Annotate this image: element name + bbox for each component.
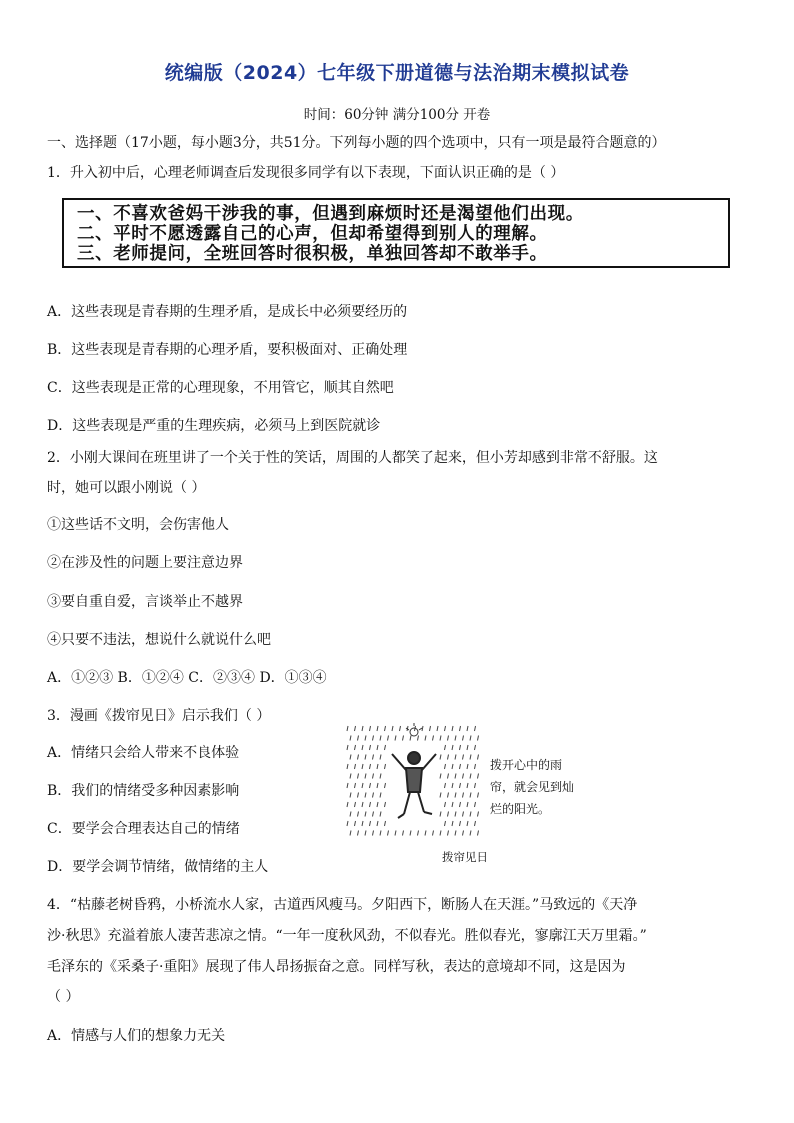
raindrop xyxy=(385,726,386,731)
question-3-option-d[interactable]: D．要学会调节情绪，做情绪的主人 xyxy=(47,859,269,875)
raindrop xyxy=(448,812,449,817)
raindrop xyxy=(358,755,359,760)
raindrop xyxy=(410,831,411,836)
raindrop xyxy=(410,736,411,741)
raindrop xyxy=(385,821,386,826)
raindrop xyxy=(347,783,348,788)
question-1-option-c[interactable]: C．这些表现是正常的心理现象，不用管它，顺其自然吧 xyxy=(47,380,394,396)
question-2-item-4: ④只要不违法，想说什么就说什么吧 xyxy=(47,632,271,648)
raindrop xyxy=(388,736,389,741)
raindrop xyxy=(445,726,446,731)
raindrop xyxy=(362,745,363,750)
raindrop xyxy=(358,736,359,741)
question-3-option-a[interactable]: A．情绪只会给人带来不良体验 xyxy=(47,745,240,761)
raindrop xyxy=(470,831,471,836)
question-1-option-d[interactable]: D．这些表现是严重的生理疾病，必须马上到医院就诊 xyxy=(47,418,381,434)
raindrop xyxy=(380,831,381,836)
question-1-option-b[interactable]: B．这些表现是青春期的心理矛盾，要积极面对、正确处理 xyxy=(47,342,408,358)
material-line: 一、不喜欢爸妈干涉我的事，但遇到麻烦时还是渴望他们出现。 xyxy=(77,204,584,224)
raindrop xyxy=(365,774,366,779)
raindrop xyxy=(358,831,359,836)
raindrop xyxy=(365,812,366,817)
raindrop xyxy=(467,783,468,788)
raindrop xyxy=(433,831,434,836)
question-4-stem-line-1: 4．“枯藤老树昏鸦，小桥流水人家，古道西风瘦马。夕阳西下，断肠人在天涯。”马致远的《天净 xyxy=(47,897,638,913)
raindrop xyxy=(448,774,449,779)
raindrop xyxy=(380,793,381,798)
question-2-stem-line-1: 2．小刚大课间在班里讲了一个关于性的笑话，周围的人都笑了起来，但小芳却感到非常不舒服。这 xyxy=(47,450,658,466)
question-2-item-1: ①这些话不文明，会伤害他人 xyxy=(47,517,229,533)
raindrop xyxy=(467,802,468,807)
raindrop xyxy=(347,821,348,826)
raindrop xyxy=(385,783,386,788)
raindrop xyxy=(445,745,446,750)
raindrop xyxy=(460,783,461,788)
raindrop xyxy=(467,821,468,826)
raindrop xyxy=(433,736,434,741)
raindrop xyxy=(445,821,446,826)
raindrop xyxy=(365,736,366,741)
raindrop xyxy=(373,793,374,798)
cartoon-text-line-1: 拨开心中的雨 xyxy=(490,758,563,772)
raindrop xyxy=(425,831,426,836)
question-1-stem: 1．升入初中后，心理老师调查后发现很多同学有以下表现，下面认识正确的是（ ） xyxy=(47,165,565,181)
raindrop xyxy=(452,726,453,731)
raindrop xyxy=(388,831,389,836)
raindrop xyxy=(460,764,461,769)
raindrop xyxy=(350,755,351,760)
raindrop xyxy=(362,726,363,731)
raindrop xyxy=(373,736,374,741)
raindrop xyxy=(455,755,456,760)
raindrop xyxy=(445,764,446,769)
raindrop xyxy=(478,736,479,741)
raindrop xyxy=(455,736,456,741)
raindrop xyxy=(380,774,381,779)
raindrop xyxy=(365,831,366,836)
raindrop xyxy=(355,726,356,731)
raindrop xyxy=(463,831,464,836)
raindrop xyxy=(418,831,419,836)
raindrop xyxy=(452,764,453,769)
material-line: 三、老师提问，全班回答时很积极，单独回答却不敢举手。 xyxy=(77,244,548,264)
raindrop xyxy=(355,821,356,826)
raindrop xyxy=(362,783,363,788)
sun-icon xyxy=(406,723,422,736)
raindrop xyxy=(448,736,449,741)
raindrop xyxy=(467,764,468,769)
material-line: 二、平时不愿透露自己的心声，但却希望得到别人的理解。 xyxy=(77,224,548,244)
page-title: 统编版（2024）七年级下册道德与法治期末模拟试卷 xyxy=(164,62,630,84)
raindrop xyxy=(370,821,371,826)
raindrop xyxy=(377,764,378,769)
question-4-stem-line-3: 毛泽东的《采桑子·重阳》展现了伟人昂扬振奋之意。同样写秋，表达的意境却不同，这是因为 xyxy=(47,959,626,975)
raindrop xyxy=(395,831,396,836)
person-icon xyxy=(392,752,436,818)
raindrop xyxy=(452,821,453,826)
raindrop xyxy=(478,812,479,817)
raindrop xyxy=(467,726,468,731)
raindrop xyxy=(385,802,386,807)
raindrop xyxy=(448,831,449,836)
question-3-option-b[interactable]: B．我们的情绪受多种因素影响 xyxy=(47,783,240,799)
raindrop xyxy=(455,812,456,817)
raindrop xyxy=(373,831,374,836)
raindrop xyxy=(445,802,446,807)
raindrop xyxy=(362,764,363,769)
raindrop xyxy=(355,783,356,788)
raindrop xyxy=(475,726,476,731)
question-2-stem-line-2: 时，她可以跟小刚说（ ） xyxy=(47,480,206,496)
raindrop xyxy=(377,783,378,788)
raindrop xyxy=(452,783,453,788)
raindrop xyxy=(440,774,441,779)
raindrop xyxy=(377,745,378,750)
raindrop xyxy=(365,793,366,798)
raindrop xyxy=(347,802,348,807)
raindrop xyxy=(370,783,371,788)
raindrop xyxy=(470,793,471,798)
raindrop xyxy=(358,793,359,798)
raindrop xyxy=(380,812,381,817)
question-1-material-box xyxy=(62,198,730,268)
raindrop xyxy=(377,821,378,826)
question-2-item-2: ②在涉及性的问题上要注意边界 xyxy=(47,555,243,571)
raindrop xyxy=(355,745,356,750)
rain-curtain-drawing xyxy=(344,722,484,842)
raindrop xyxy=(478,831,479,836)
raindrop xyxy=(370,726,371,731)
exam-meta: 时间：60分钟 满分100分 开卷 xyxy=(303,107,491,123)
raindrop xyxy=(448,793,449,798)
raindrop xyxy=(373,774,374,779)
raindrop xyxy=(380,755,381,760)
question-1-option-a[interactable]: A．这些表现是青春期的生理矛盾，是成长中必须要经历的 xyxy=(47,304,408,320)
raindrop xyxy=(385,745,386,750)
raindrop xyxy=(403,831,404,836)
raindrop xyxy=(370,764,371,769)
raindrop xyxy=(347,764,348,769)
raindrop xyxy=(460,745,461,750)
section-intro: 一、选择题（17小题，每小题3分，共51分。下列每小题的四个选项中，只有一项是最符合题意的） xyxy=(47,135,666,151)
raindrop xyxy=(475,783,476,788)
raindrop xyxy=(463,755,464,760)
question-2-item-3: ③要自重自爱，言谈举止不越界 xyxy=(47,594,243,610)
raindrop xyxy=(380,736,381,741)
raindrop xyxy=(470,755,471,760)
raindrop xyxy=(350,736,351,741)
raindrop xyxy=(358,774,359,779)
raindrop xyxy=(437,726,438,731)
raindrop xyxy=(455,831,456,836)
raindrop xyxy=(478,755,479,760)
raindrop xyxy=(463,793,464,798)
raindrop xyxy=(455,774,456,779)
raindrop xyxy=(395,736,396,741)
raindrop xyxy=(355,802,356,807)
raindrop xyxy=(418,736,419,741)
raindrop xyxy=(445,783,446,788)
raindrop xyxy=(478,774,479,779)
raindrop xyxy=(355,764,356,769)
raindrop xyxy=(350,831,351,836)
raindrop xyxy=(347,726,348,731)
raindrop xyxy=(460,726,461,731)
question-4-stem-line-2: 沙·秋思》充溢着旅人凄苦悲凉之情。“一年一度秋风劲，不似春光。胜似春光，寥廓江天万里霜。” xyxy=(47,928,647,944)
raindrop xyxy=(370,745,371,750)
question-4-stem-line-4: （ ） xyxy=(47,989,80,1005)
raindrop xyxy=(463,774,464,779)
cartoon-text-line-2: 帘，就会见到灿 xyxy=(490,780,575,794)
raindrop xyxy=(425,736,426,741)
raindrop xyxy=(365,755,366,760)
raindrop xyxy=(470,736,471,741)
raindrop xyxy=(455,793,456,798)
question-4-option-a[interactable]: A．情感与人们的想象力无关 xyxy=(47,1028,226,1044)
raindrop xyxy=(475,802,476,807)
raindrop xyxy=(358,812,359,817)
raindrop xyxy=(460,802,461,807)
raindrop xyxy=(452,802,453,807)
raindrop xyxy=(463,736,464,741)
raindrop xyxy=(430,726,431,731)
raindrop xyxy=(347,745,348,750)
raindrop xyxy=(377,802,378,807)
raindrop xyxy=(440,831,441,836)
raindrop xyxy=(478,793,479,798)
raindrop xyxy=(440,755,441,760)
raindrop xyxy=(470,774,471,779)
raindrop xyxy=(362,802,363,807)
raindrop xyxy=(475,745,476,750)
raindrop xyxy=(475,764,476,769)
raindrop xyxy=(440,812,441,817)
raindrop xyxy=(392,726,393,731)
raindrop xyxy=(350,793,351,798)
raindrop xyxy=(350,812,351,817)
raindrop xyxy=(448,755,449,760)
raindrop xyxy=(440,736,441,741)
raindrop xyxy=(467,745,468,750)
raindrop xyxy=(475,821,476,826)
raindrop xyxy=(362,821,363,826)
question-3-option-c[interactable]: C．要学会合理表达自己的情绪 xyxy=(47,821,240,837)
cartoon-caption: 拨帘见日 xyxy=(442,850,488,864)
raindrop xyxy=(377,726,378,731)
raindrop xyxy=(400,726,401,731)
raindrop xyxy=(350,774,351,779)
raindrop xyxy=(370,802,371,807)
question-2-options[interactable]: A．①②③ B．①②④ C．②③④ D．①③④ xyxy=(47,670,327,686)
question-3-stem: 3．漫画《拨帘见日》启示我们（ ） xyxy=(47,708,271,724)
cartoon-text-line-3: 烂的阳光。 xyxy=(490,802,551,816)
cartoon-illustration xyxy=(344,722,604,870)
raindrop xyxy=(460,821,461,826)
raindrop xyxy=(470,812,471,817)
raindrop xyxy=(373,812,374,817)
raindrop xyxy=(403,736,404,741)
raindrop xyxy=(452,745,453,750)
raindrop xyxy=(440,793,441,798)
raindrop xyxy=(373,755,374,760)
raindrop xyxy=(463,812,464,817)
raindrop xyxy=(385,764,386,769)
